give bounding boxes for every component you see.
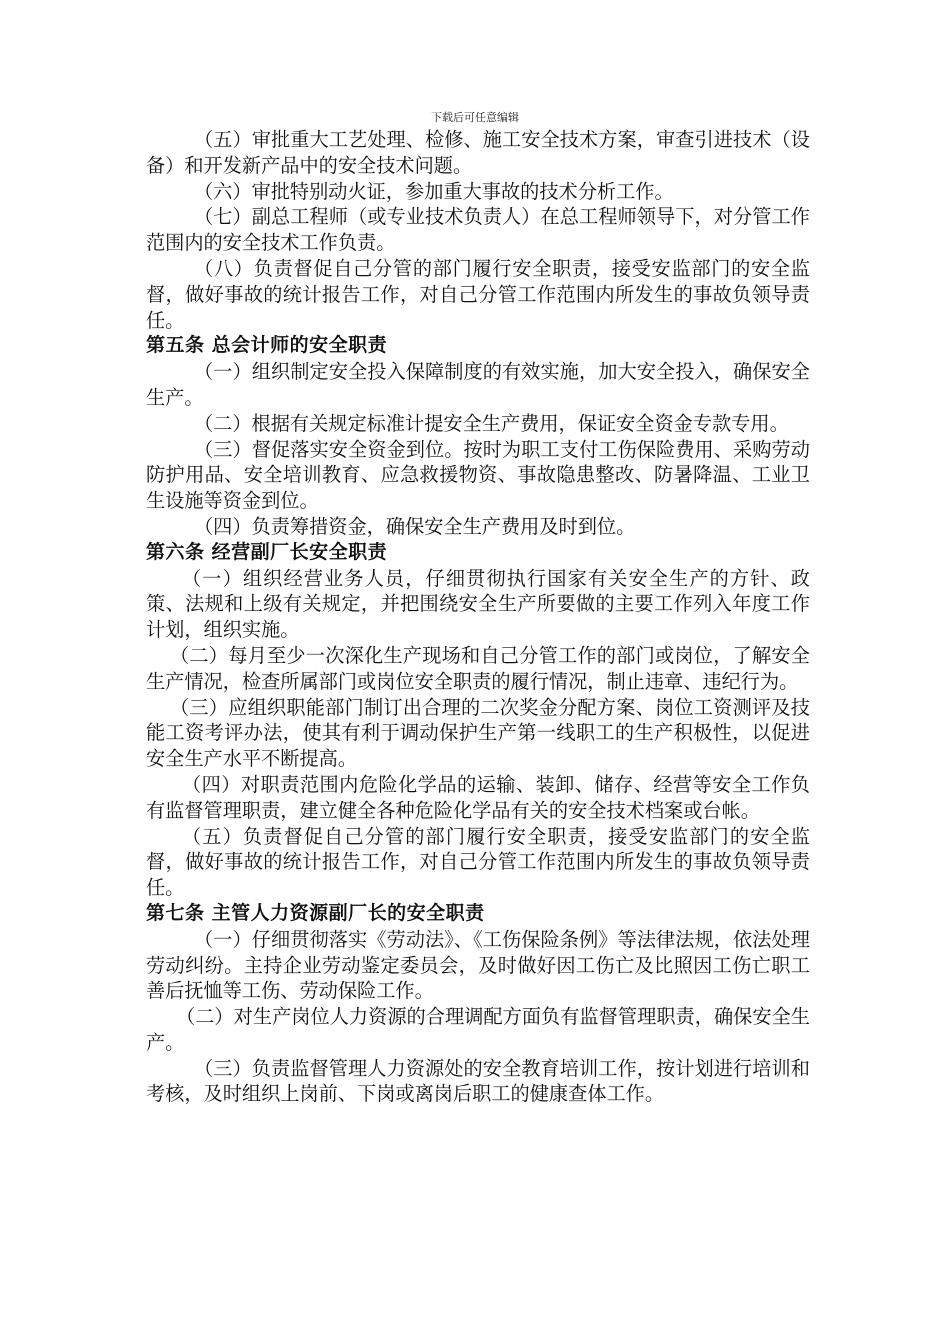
paragraph-art6-1: （一）组织经营业务人员，仔细贯彻执行国家有关安全生产的方针、政策、法规和上级有关规定，并把围绕安全生产所要做的主要工作列入年度工作计划，组织实施。 [146, 566, 810, 642]
paragraph-art6-3: （三）应组织职能部门制订出合理的二次奖金分配方案、岗位工资测评及技能工资考评办法，使其有利于调动保护生产第一线职工的生产积极性，以促进安全生产水平不断提高。 [146, 695, 810, 771]
paragraph-art5-3: （三）督促落实安全资金到位。按时为职工支付工伤保险费用、采购劳动防护用品、安全培训教育、应急救援物资、事故隐患整改、防暑降温、工业卫生设施等资金到位。 [146, 437, 810, 513]
paragraph-art5-2: （二）根据有关规定标准计提安全生产费用，保证安全资金专款专用。 [194, 411, 789, 435]
paragraph-art6-5: （五）负责督促自己分管的部门履行安全职责，接受安监部门的安全监督，做好事故的统计报告工作，对自己分管工作范围内所发生的事故负领导责任。 [146, 824, 810, 900]
paragraph-art6-4: （四）对职责范围内危险化学品的运输、装卸、储存、经营等安全工作负有监督管理职责，建立健全各种危险化学品有关的安全技术档案或台帐。 [146, 772, 810, 822]
paragraph-5-5: （五）审批重大工艺处理、检修、施工安全技术方案，审查引进技术（设备）和开发新产品中的安全技术问题。 [146, 128, 810, 177]
paragraph-art7-3: （三）负责监督管理人力资源处的安全教育培训工作，按计划进行培训和考核，及时组织上岗前、下岗或离岗后职工的健康查体工作。 [146, 1056, 810, 1106]
paragraph-art7-1: （一）仔细贯彻落实《劳动法》、《工伤保险条例》等法律法规，依法处理劳动纠纷。主持企业劳动鉴定委员会，及时做好因工伤亡及比照因工伤亡职工善后抚恤等工伤、劳动保险工作。 [146, 927, 810, 1003]
paragraph-art7-2: （二）对生产岗位人力资源的合理调配方面负有监督管理职责，确保安全生产。 [146, 1005, 810, 1054]
article-6-heading: 第六条 经营副厂长安全职责 [146, 540, 388, 563]
document-body [146, 127, 810, 1107]
paragraph-5-6: （六）审批特别动火证，参加重大事故的技术分析工作。 [194, 179, 674, 203]
paragraph-5-7: （七）副总工程师（或专业技术负责人）在总工程师领导下，对分管工作范围内的安全技术工作负责。 [146, 205, 810, 255]
article-7-heading: 第七条 主管人力资源副厂长的安全职责 [146, 901, 485, 924]
paragraph-5-8: （八）负责督促自己分管的部门履行安全职责，接受安监部门的安全监督，做好事故的统计报告工作，对自己分管工作范围内所发生的事故负领导责任。 [146, 256, 810, 332]
article-5-heading: 第五条 总会计师的安全职责 [146, 334, 388, 357]
paragraph-art6-2: （二）每月至少一次深化生产现场和自己分管工作的部门或岗位，了解安全生产情况，检查所属部门或岗位安全职责的履行情况，制止违章、违纪行为。 [146, 643, 810, 693]
paragraph-art5-1: （一）组织制定安全投入保障制度的有效实施，加大安全投入，确保安全生产。 [146, 360, 810, 409]
page-header-note: 下载后可任意编辑 [431, 111, 519, 124]
paragraph-art5-4: （四）负责筹措资金，确保安全生产费用及时到位。 [194, 514, 636, 538]
